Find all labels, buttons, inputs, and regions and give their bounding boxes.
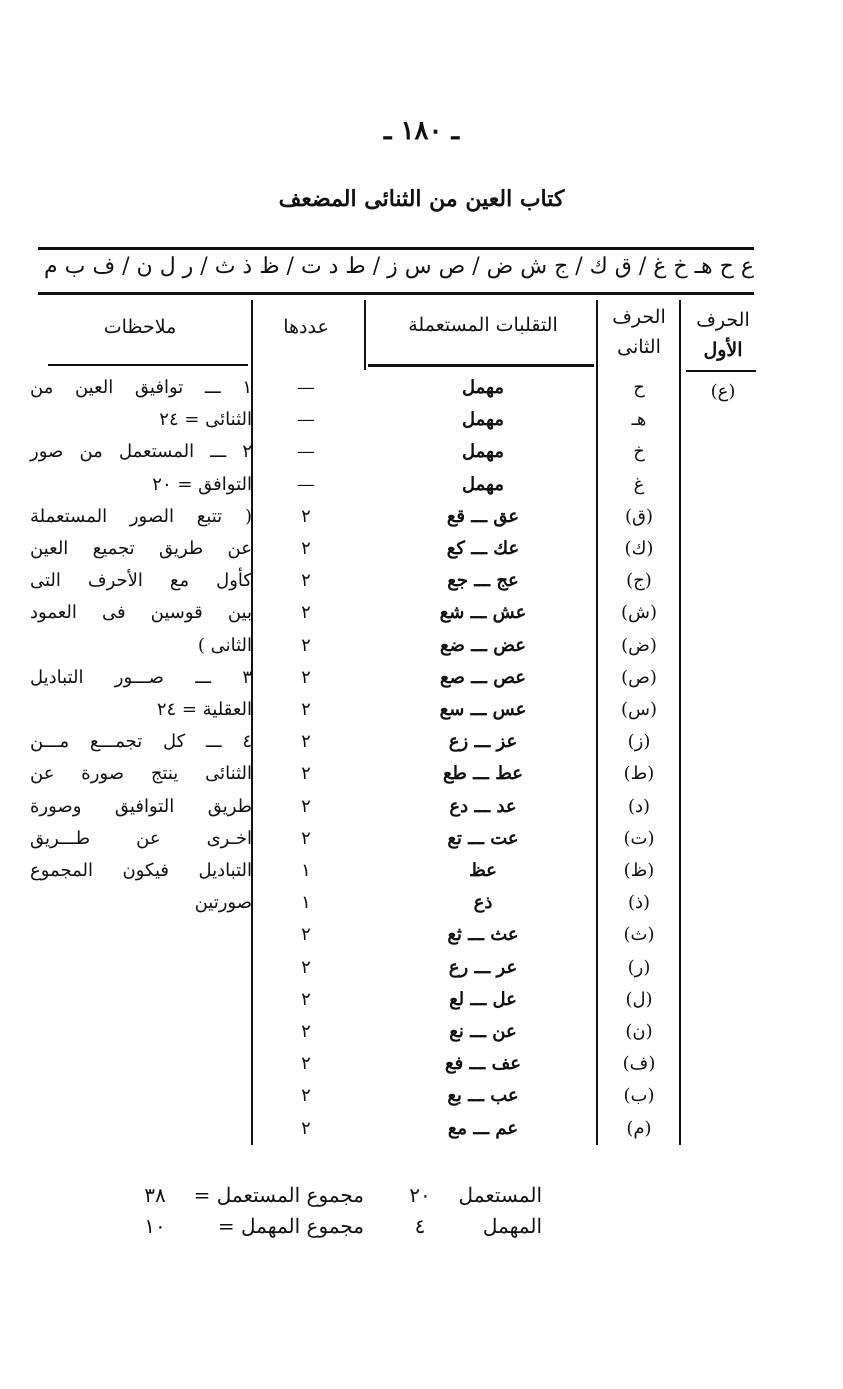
table-cell-count: ٢ (301, 602, 311, 623)
table-cell-second-letter: (ز) (627, 731, 651, 752)
table-cell-second-letter: ح (633, 377, 645, 398)
table-cell-second-letter: (ج) (626, 570, 652, 591)
first-letter-value: (ع) (710, 381, 736, 402)
table-cell-count: ٢ (301, 699, 311, 720)
letters-bottom-rule (38, 292, 754, 295)
notes-line: بين قوسين فى العمود (30, 602, 252, 623)
table-cell-second-letter: (ب) (623, 1085, 655, 1106)
notes-line: صورتين (194, 892, 252, 913)
column-line-second (596, 300, 598, 1145)
table-cell-count: ٢ (301, 538, 311, 559)
table-cell-second-letter: (ل) (625, 989, 653, 1010)
header-used-forms: التقلبات المستعملة (408, 314, 558, 336)
table-cell-second-letter: (ك) (624, 538, 654, 559)
table-cell-second-letter: (ف) (622, 1053, 656, 1074)
table-cell-second-letter: (د) (627, 796, 651, 817)
table-cell-second-letter: غ (633, 474, 645, 495)
table-cell-count: — (297, 409, 315, 430)
top-rule (38, 247, 754, 250)
header-first-letter-line2: الأول (703, 339, 743, 361)
notes-line: العقلية = ٢٤ (156, 699, 252, 720)
table-cell-used-forms: مهمل (462, 441, 504, 462)
table-cell-used-forms: مهمل (462, 474, 504, 495)
notes-line: ١ ـــ توافيق العين من (30, 377, 252, 398)
sum-used-value: ٣٨ (144, 1183, 166, 1207)
header-second-letter (600, 302, 678, 362)
table-cell-used-forms: عد ـــ دع (449, 796, 517, 817)
table-cell-used-forms: عم ـــ مع (447, 1118, 519, 1139)
table-cell-used-forms: عس ـــ سع (439, 699, 527, 720)
table-cell-count: ٢ (301, 1021, 311, 1042)
table-cell-used-forms: عظ (469, 860, 497, 881)
column-line-forms (364, 300, 366, 370)
table-cell-second-letter: خ (633, 441, 645, 462)
page-title: كتاب العين من الثنائى المضعف (278, 186, 565, 212)
table-cell-count: — (297, 474, 315, 495)
table-cell-count: ٢ (301, 796, 311, 817)
page-number: ـ ١٨٠ ـ (383, 116, 460, 146)
notes-line: الثنائى ينتج صورة عن (30, 763, 252, 784)
table-cell-used-forms: عض ـــ ضع (439, 635, 526, 656)
notes-line: الثانى ) (197, 635, 252, 656)
table-cell-used-forms: عن ـــ نع (449, 1021, 517, 1042)
sum-unused-value: ١٠ (144, 1214, 166, 1238)
table-cell-second-letter: (س) (620, 699, 658, 720)
table-cell-second-letter: (ش) (620, 602, 658, 623)
table-cell-count: ٢ (301, 828, 311, 849)
header-first-letter-line1: الحرف (696, 309, 750, 331)
table-cell-second-letter: (ظ) (623, 860, 655, 881)
table-cell-second-letter: (ر) (627, 957, 651, 978)
sum-used-label: مجموع المستعمل = (193, 1183, 364, 1207)
table-cell-second-letter: هـ (631, 409, 647, 430)
header-notes: ملاحظات (103, 316, 177, 338)
table-cell-count: ٢ (301, 763, 311, 784)
table-cell-count: ٢ (301, 1118, 311, 1139)
total-used-label: المستعمل (458, 1183, 542, 1207)
notes-line: اخـرى عن طـــريق (30, 828, 252, 849)
table-cell-used-forms: عج ـــ جع (447, 570, 519, 591)
total-used-value: ٢٠ (409, 1183, 431, 1207)
header-first-letter (686, 305, 760, 365)
table-cell-used-forms: عف ـــ فع (445, 1053, 521, 1074)
table-cell-used-forms: مهمل (462, 377, 504, 398)
table-cell-count: ٢ (301, 635, 311, 656)
sum-unused-label: مجموع المهمل = (217, 1214, 364, 1238)
table-cell-count: ٢ (301, 924, 311, 945)
table-cell-second-letter: (ت) (623, 828, 655, 849)
table-cell-count: ١ (301, 860, 311, 881)
table-cell-used-forms: عت ـــ تع (447, 828, 519, 849)
notes-line: ٣ ـــ صـــور التباديل (30, 667, 252, 688)
table-cell-count: ٢ (301, 1053, 311, 1074)
table-cell-count: ٢ (301, 731, 311, 752)
table-cell-used-forms: عش ـــ شع (439, 602, 527, 623)
table-cell-second-letter: (ص) (621, 667, 657, 688)
notes-line: ( تتبع الصور المستعملة (30, 506, 252, 527)
notes-line: ٤ ـــ كل تجمـــع مـــن (30, 731, 252, 752)
notes-line: طريق التوافيق وصورة (30, 796, 252, 817)
letters-sequence: ع ح هـ خ غ / ق ك / ج ش ض / ص س ز / ط د ت / ظ ذ ث / ر ل ن / ف ب م (44, 254, 754, 279)
table-cell-count: ٢ (301, 989, 311, 1010)
table-cell-second-letter: (ق) (624, 506, 653, 527)
table-cell-used-forms: عز ـــ زع (448, 731, 518, 752)
notes-line: التوافق = ٢٠ (152, 474, 252, 495)
table-cell-used-forms: عر ـــ رع (448, 957, 518, 978)
header-second-letter-line2: الثانى (617, 336, 661, 358)
total-unused-value: ٤ (414, 1214, 426, 1238)
notes-line: الثنائى = ٢٤ (159, 409, 252, 430)
table-cell-count: ١ (301, 892, 311, 913)
table-cell-used-forms: عق ـــ قع (446, 506, 520, 527)
header-count: عددها (283, 316, 329, 338)
column-line-first (679, 300, 681, 1145)
table-cell-used-forms: عص ـــ صع (439, 667, 526, 688)
table-cell-count: ٢ (301, 1085, 311, 1106)
header-rule-notes (48, 364, 248, 366)
header-rule-first (686, 370, 756, 372)
notes-line: التباديل فيكون المجموع (30, 860, 252, 881)
table-cell-count: — (297, 377, 315, 398)
table-cell-count: ٢ (301, 957, 311, 978)
table-cell-count: — (297, 441, 315, 462)
table-cell-second-letter: (ث) (623, 924, 655, 945)
table-cell-second-letter: (ن) (625, 1021, 653, 1042)
notes-line: كأول مع الأحرف التى (30, 570, 252, 591)
table-cell-second-letter: (ذ) (627, 892, 651, 913)
notes-line: عن طريق تجميع العين (30, 538, 252, 559)
table-cell-used-forms: عك ـــ كع (446, 538, 520, 559)
header-second-letter-line1: الحرف (612, 306, 666, 328)
table-cell-count: ٢ (301, 667, 311, 688)
table-cell-used-forms: عب ـــ بع (447, 1085, 519, 1106)
table-cell-second-letter: (ض) (621, 635, 657, 656)
table-cell-used-forms: مهمل (462, 409, 504, 430)
table-cell-used-forms: عث ـــ ثع (447, 924, 519, 945)
table-cell-second-letter: (ط) (623, 763, 655, 784)
total-unused-label: المهمل (482, 1214, 542, 1238)
table-cell-second-letter: (م) (626, 1118, 652, 1139)
table-cell-used-forms: ذع (473, 892, 493, 913)
table-cell-count: ٢ (301, 506, 311, 527)
table-cell-used-forms: عل ـــ لع (449, 989, 517, 1010)
table-cell-used-forms: عط ـــ طع (442, 763, 524, 784)
header-rule-forms (368, 364, 594, 367)
notes-line: ٢ ـــ المستعمل من صور (30, 441, 252, 462)
table-cell-count: ٢ (301, 570, 311, 591)
